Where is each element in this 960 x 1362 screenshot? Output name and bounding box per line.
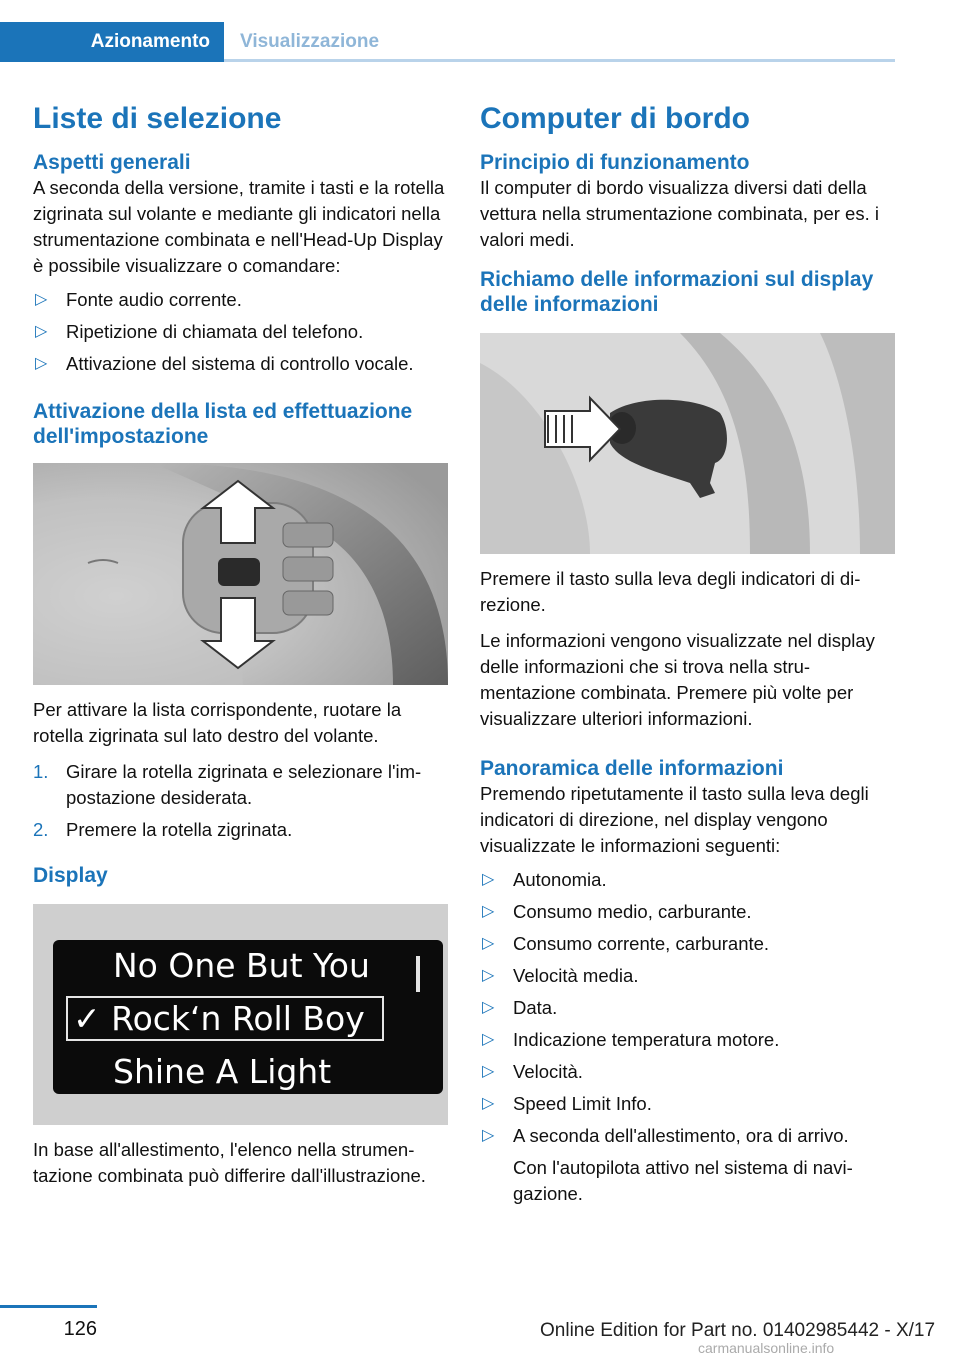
triangle-bullet-icon: ▷ — [482, 999, 495, 1016]
triangle-bullet-icon: ▷ — [482, 903, 495, 920]
triangle-bullet-icon: ▷ — [482, 1127, 495, 1144]
step-item: 1. Girare la rotella zigrinata e selezionare l'impostazione desiderata. — [33, 761, 422, 808]
subheading-attivazione: Attivazione della lista ed effettuazione dell'impostazione — [33, 400, 413, 448]
steering-wheel-image — [33, 463, 448, 685]
tab-visualizzazione[interactable]: Visualizzazione — [240, 31, 380, 52]
list-item: ▷ Ripetizione di chiamata del telefono. — [33, 319, 449, 345]
step-item: 2. Premere la rotella zigrinata. — [33, 819, 293, 840]
info-display-paragraph: Le informazioni vengono visualizzate nel display delle informazioni che si trova nella strumentazione combinata. Premere più volte per visualizzare ulteriori informazioni. — [480, 630, 875, 729]
left-column — [33, 100, 449, 1189]
list-item: ▷ Attivazione del sistema di controllo vocale. — [33, 351, 449, 377]
triangle-bullet-icon: ▷ — [35, 323, 48, 340]
edition-text: Online Edition for Part no. 01402985442 - X/17 — [540, 1320, 936, 1341]
display-scrollbar — [416, 956, 420, 992]
list-item: ▷ Velocità media. — [480, 963, 896, 989]
display-item-3: Shine A Light — [113, 1052, 332, 1091]
intro-paragraph: A seconda della versione, tramite i tasti e la rotella zigrinata sul volante e mediante gli indicatori nella strumentazione combinata e nell'Head-Up Display è possibile visualizzare o comandare: — [33, 177, 445, 276]
triangle-bullet-icon: ▷ — [482, 967, 495, 984]
activation-paragraph: Per attivare la lista corrispondente, ruotare la rotella zigrinata sul lato destro del volante. — [33, 699, 402, 746]
footer-rule — [0, 1305, 97, 1308]
chapter-tabs — [0, 22, 895, 62]
subheading-richiamo: Richiamo delle informazioni sul display delle informazioni — [480, 268, 874, 316]
subheading-aspetti: Aspetti generali — [33, 151, 191, 174]
display-note-paragraph: In base all'allestimento, l'elenco nella strumentazione combinata può differire dall'illustrazione. — [33, 1139, 426, 1186]
subheading-panoramica: Panoramica delle informazioni — [480, 757, 784, 780]
list-item: ▷ Fonte audio corrente. — [33, 287, 449, 313]
section-title-liste: Liste di selezione — [33, 102, 282, 135]
watermark: carmanualsonline.info — [698, 1340, 835, 1356]
list-item: ▷ Velocità. — [480, 1059, 896, 1085]
tab-underline — [224, 59, 895, 62]
arrival-note: Con l'autopilota attivo nel sistema di navigazione. — [513, 1157, 853, 1204]
list-item: ▷ Data. — [480, 995, 896, 1021]
tab-azionamento[interactable]: Azionamento — [0, 22, 224, 62]
list-item: ▷ Indicazione temperatura motore. — [480, 1027, 896, 1053]
bullet-list-selection — [33, 287, 449, 377]
subheading-principio: Principio di funzionamento — [480, 151, 750, 174]
display-item-1: No One But You — [113, 946, 370, 985]
page-number: 126 — [63, 1318, 97, 1340]
turn-signal-lever-image — [480, 333, 895, 554]
triangle-bullet-icon: ▷ — [482, 1063, 495, 1080]
list-item: ▷ A seconda dell'allestimento, ora di arrivo. Con l'autopilota attivo nel sistema di navigazione. — [480, 1123, 896, 1207]
triangle-bullet-icon: ▷ — [35, 291, 48, 308]
list-item: ▷ Consumo medio, carburante. — [480, 899, 896, 925]
subheading-display: Display — [33, 864, 108, 887]
triangle-bullet-icon: ▷ — [482, 935, 495, 952]
press-key-paragraph: Premere il tasto sulla leva degli indicatori di direzione. — [480, 568, 861, 615]
section-title-computer: Computer di bordo — [480, 102, 750, 135]
list-item: ▷ Consumo corrente, carburante. — [480, 931, 896, 957]
triangle-bullet-icon: ▷ — [482, 871, 495, 888]
triangle-bullet-icon: ▷ — [482, 1095, 495, 1112]
steps-list — [33, 759, 449, 843]
display-item-selected: ✓ Rock‘n Roll Boy — [73, 999, 365, 1038]
display-list-image — [33, 904, 448, 1125]
panoramica-paragraph: Premendo ripetutamente il tasto sulla leva degli indicatori di direzione, nel display vengono visualizzate le informazioni seguenti: — [480, 783, 869, 856]
principio-paragraph: Il computer di bordo visualizza diversi dati della vettura nella strumentazione combinata, per es. i valori medi. — [480, 177, 879, 250]
right-column — [480, 100, 896, 1213]
list-item: ▷ Speed Limit Info. — [480, 1091, 896, 1117]
list-item: ▷ Autonomia. — [480, 867, 896, 893]
info-bullet-list — [480, 867, 896, 1207]
triangle-bullet-icon: ▷ — [482, 1031, 495, 1048]
triangle-bullet-icon: ▷ — [35, 355, 48, 372]
